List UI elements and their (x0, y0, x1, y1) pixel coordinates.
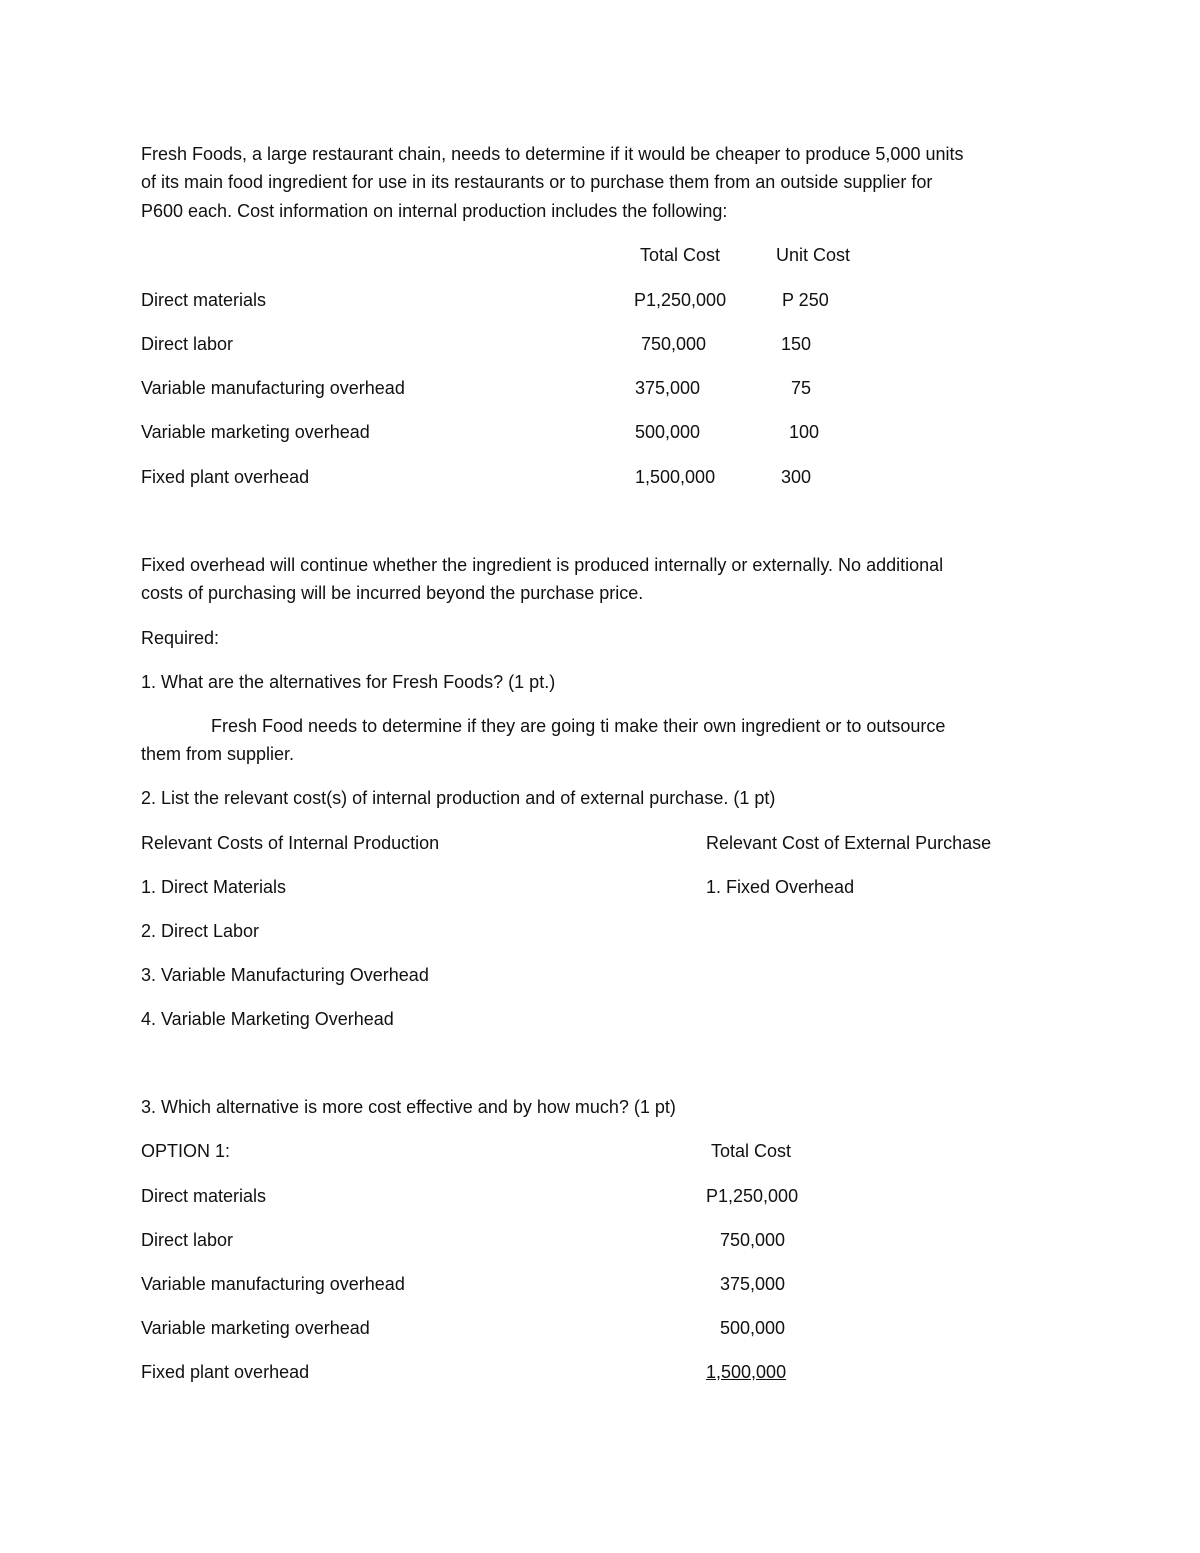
option-row-label: Direct materials (141, 1186, 267, 1206)
cost-row-total: 375,000 (635, 378, 701, 398)
question-2: 2. List the relevant cost(s) of internal production and of external purchase. (1 pt) (141, 788, 776, 808)
option-row-total: 750,000 (720, 1230, 786, 1250)
question-3: 3. Which alternative is more cost effective and by how much? (1 pt) (141, 1097, 676, 1117)
cost-row-total: P1,250,000 (634, 290, 727, 310)
answer-1-line-2: them from supplier. (141, 744, 295, 764)
option-row-label: Variable manufacturing overhead (141, 1274, 405, 1294)
option-row-total: 500,000 (720, 1318, 786, 1338)
cost-row-label: Variable manufacturing overhead (141, 378, 405, 398)
answer-1-line-1: Fresh Food needs to determine if they are going ti make their own ingredient or to outsource (211, 716, 946, 736)
question-1: 1. What are the alternatives for Fresh Foods? (1 pt.) (141, 672, 556, 692)
cost-row-unit: 150 (781, 334, 812, 354)
intro-line-1: Fresh Foods, a large restaurant chain, needs to determine if it would be cheaper to produce 5,000 units (141, 144, 964, 164)
cost-row-unit: 75 (791, 378, 812, 398)
cost-row-unit: 100 (789, 422, 820, 442)
internal-cost-item: 3. Variable Manufacturing Overhead (141, 965, 429, 985)
option-row-total: P1,250,000 (706, 1186, 799, 1206)
cost-row-total: 500,000 (635, 422, 701, 442)
external-cost-item: 1. Fixed Overhead (706, 877, 855, 897)
intro-line-3: P600 each. Cost information on internal production includes the following: (141, 201, 728, 221)
required-label: Required: (141, 628, 220, 648)
option-row-total: 375,000 (720, 1274, 786, 1294)
note-line-1: Fixed overhead will continue whether the ingredient is produced internally or externally. No additional (141, 555, 944, 575)
option-row-label: Variable marketing overhead (141, 1318, 370, 1338)
internal-costs-header: Relevant Costs of Internal Production (141, 833, 440, 853)
cost-row-label: Direct materials (141, 290, 267, 310)
option-1-label: OPTION 1: (141, 1141, 231, 1161)
cost-table-header-unit: Unit Cost (776, 245, 851, 265)
internal-cost-item: 4. Variable Marketing Overhead (141, 1009, 394, 1029)
external-costs-header: Relevant Cost of External Purchase (706, 833, 992, 853)
cost-row-total: 1,500,000 (635, 467, 716, 487)
cost-table-header-total: Total Cost (640, 245, 721, 265)
note-line-2: costs of purchasing will be incurred beyond the purchase price. (141, 583, 644, 603)
option-row-label: Direct labor (141, 1230, 234, 1250)
option-row-total: 1,500,000 (706, 1362, 787, 1382)
cost-row-unit: 300 (781, 467, 812, 487)
option-row-label: Fixed plant overhead (141, 1362, 310, 1382)
cost-row-label: Direct labor (141, 334, 234, 354)
option-1-total-header: Total Cost (711, 1141, 792, 1161)
internal-cost-item: 1. Direct Materials (141, 877, 287, 897)
cost-row-label: Variable marketing overhead (141, 422, 370, 442)
cost-row-label: Fixed plant overhead (141, 467, 310, 487)
intro-line-2: of its main food ingredient for use in its restaurants or to purchase them from an outside supplier for (141, 172, 933, 192)
cost-row-total: 750,000 (641, 334, 707, 354)
internal-cost-item: 2. Direct Labor (141, 921, 260, 941)
cost-row-unit: P 250 (782, 290, 829, 310)
